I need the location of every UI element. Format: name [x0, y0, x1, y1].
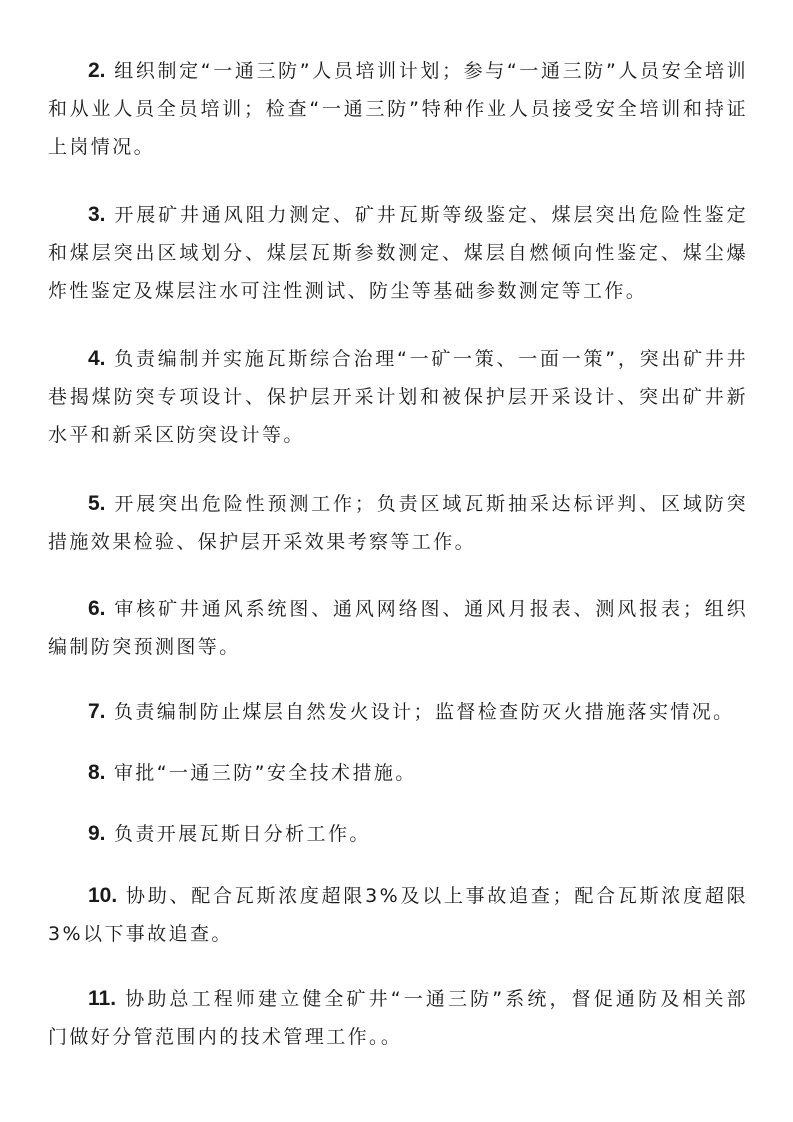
list-item: [48, 196, 748, 310]
list-item: [48, 52, 748, 166]
item-number: 2.: [88, 59, 106, 82]
list-item: [48, 340, 748, 454]
list-item: [48, 754, 748, 792]
list-item: [48, 877, 748, 953]
item-text: 组织制定“一通三防”人员培训计划；参与“一通三防”人员安全培训和从业人员全员培训；检查“一通三防”特种作业人员接受安全培训和持证上岗情况。: [48, 60, 748, 158]
item-text: 协助总工程师建立健全矿井“一通三防”系统，督促通防及相关部门做好分管范围内的技术管理工作。。: [48, 988, 748, 1048]
item-number: 4.: [88, 347, 106, 370]
item-text: 负责编制防止煤层自然发火设计；监督检查防灭火措施落实情况。: [105, 701, 735, 723]
item-number: 8.: [88, 761, 106, 784]
item-number: 6.: [88, 597, 106, 620]
item-number: 3.: [88, 203, 106, 226]
item-text: 负责编制并实施瓦斯综合治理“一矿一策、一面一策”，突出矿井井巷揭煤防突专项设计、保护层开采计划和被保护层开采设计、突出矿井新水平和新采区防突设计等。: [48, 348, 748, 446]
item-number: 10.: [88, 884, 118, 907]
list-item: [48, 590, 748, 666]
item-number: 7.: [88, 700, 106, 723]
item-text: 开展矿井通风阻力测定、矿井瓦斯等级鉴定、煤层突出危险性鉴定和煤层突出区域划分、煤层瓦斯参数测定、煤层自燃倾向性鉴定、煤尘爆炸性鉴定及煤层注水可注性测试、防尘等基础参数测定等工作。: [48, 204, 748, 302]
item-text: 审核矿井通风系统图、通风网络图、通风月报表、测风报表；组织编制防突预测图等。: [48, 598, 748, 658]
item-number: 5.: [88, 492, 106, 515]
item-number: 9.: [88, 822, 106, 845]
item-text: 审批“一通三防”安全技术措施。: [105, 762, 417, 784]
item-text: 开展突出危险性预测工作；负责区域瓦斯抽采达标评判、区域防突措施效果检验、保护层开采效果考察等工作。: [48, 493, 748, 553]
list-item: [48, 693, 748, 731]
item-text: 负责开展瓦斯日分析工作。: [105, 823, 371, 845]
list-item: [48, 980, 748, 1056]
item-number: 11.: [88, 987, 117, 1010]
item-text: 协助、配合瓦斯浓度超限3%及以上事故追查；配合瓦斯浓度超限3%以下事故追查。: [48, 885, 748, 945]
list-item: [48, 815, 748, 853]
list-item: [48, 485, 748, 561]
